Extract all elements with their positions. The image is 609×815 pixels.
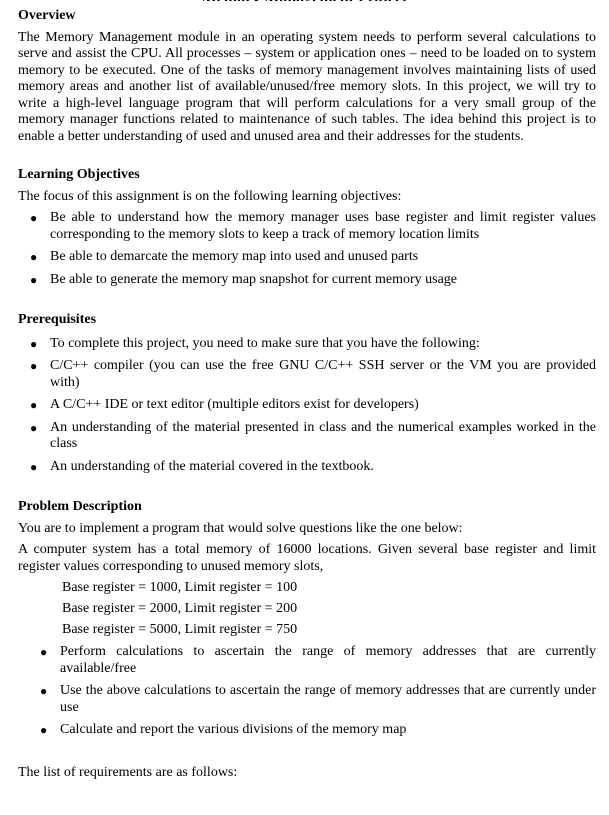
problem-item-1 (18, 644, 596, 677)
problem-intro: You are to implement a program that would solve questions like the one below: (18, 520, 463, 536)
prereq-heading: Prerequisites (18, 312, 97, 327)
list-item-text: C/C++ compiler (you can use the free GNU C/C++ SSH server or the VM you are provided with) (50, 358, 596, 390)
list-item-text: Perform calculations to ascertain the range of memory addresses that are currently available/free (60, 644, 596, 676)
list-item-text: A C/C++ IDE or text editor (multiple editors exist for developers) (50, 397, 419, 412)
objectives-item-3 (18, 272, 596, 289)
list-item-text: Be able to understand how the memory manager uses base register and limit register values corresponding to the memory slots to keep a track of memory location limits (50, 210, 596, 242)
bullet-icon: ● (30, 359, 38, 373)
objectives-item-1 (18, 210, 596, 243)
prereq-item-5 (18, 459, 596, 476)
list-item-text: An understanding of the material covered in the textbook. (50, 458, 374, 474)
problem-scenario: A computer system has a total memory of 16000 locations. Given several base register and limit register values corresponding to unused memory slots, (18, 542, 596, 574)
prereq-item-1 (18, 336, 596, 353)
bullet-icon: ● (30, 459, 38, 474)
list-item-text: Be able to generate the memory map snapshot for current memory usage (50, 271, 458, 287)
bullet-icon: ● (40, 684, 48, 698)
objectives-item-2 (18, 249, 596, 266)
problem-list (18, 644, 596, 739)
list-item-text: Use the above calculations to ascertain the range of memory addresses that are currently under use (60, 683, 596, 715)
prereq-item-2 (18, 358, 596, 391)
prereq-list (18, 336, 596, 476)
overview-heading: Overview (18, 8, 76, 23)
list-item-text: An understanding of the material presented in class and the numerical examples worked in the class (50, 419, 596, 451)
register-value-2: Base register = 2000, Limit register = 200 (62, 601, 298, 616)
objectives-list (18, 210, 596, 288)
list-item-text: Be able to demarcate the memory map into used and unused parts (50, 249, 419, 264)
bullet-icon: ● (30, 420, 38, 435)
prereq-item-4 (18, 420, 596, 453)
prereq-item-3 (18, 397, 596, 414)
requirements-intro: The list of requirements are as follows: (18, 764, 238, 780)
register-value-1: Base register = 1000, Limit register = 100 (62, 580, 298, 595)
problem-item-3 (18, 722, 596, 739)
objectives-heading: Learning Objectives (18, 167, 140, 182)
register-value-3: Base register = 5000, Limit register = 750 (62, 622, 298, 637)
problem-heading: Problem Description (18, 499, 142, 514)
overview-paragraph: The Memory Management module in an operating system needs to perform several calculations to serve and assist the CPU. All processes – system or application ones – need to be loaded on to system memory to be executed. One of the tasks of memory management involves maintaining lists of used memory areas and another list of available/unused/free memory slots. In this project, we will try to write a high-level language program that will perform calculations for a very small group of the memory manager functions related to maintenance of such tables. The idea behind this project is to enable a better understanding of used and unused area and their addresses for the students. (18, 29, 596, 144)
bullet-icon: ● (30, 211, 38, 225)
list-item-text: To complete this project, you need to make sure that you have the following: (50, 335, 480, 351)
bullet-icon: ● (30, 250, 38, 264)
bullet-icon: ● (30, 336, 38, 351)
problem-item-2 (18, 683, 596, 716)
bullet-icon: ● (30, 272, 38, 287)
bullet-icon: ● (30, 398, 38, 412)
bullet-icon: ● (40, 723, 48, 737)
list-item-text: Calculate and report the various divisions of the memory map (60, 722, 407, 737)
objectives-intro: The focus of this assignment is on the following learning objectives: (18, 188, 402, 204)
bullet-icon: ● (40, 645, 48, 659)
document-page (18, 0, 596, 781)
